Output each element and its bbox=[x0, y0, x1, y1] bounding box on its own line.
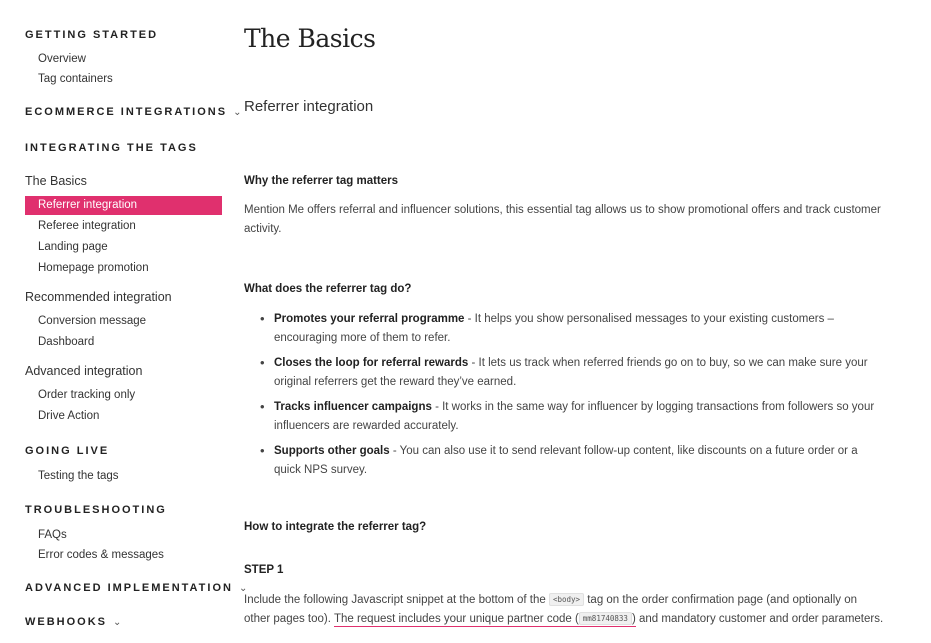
sidebar-item-landing-page[interactable]: Landing page bbox=[38, 241, 108, 253]
section-advanced-implementation[interactable] bbox=[25, 582, 247, 594]
sidebar-item-dashboard[interactable]: Dashboard bbox=[38, 336, 95, 348]
section-webhooks[interactable] bbox=[25, 616, 121, 628]
list-item bbox=[258, 354, 878, 391]
bullet-icon: • bbox=[260, 355, 265, 370]
sidebar-item-faqs[interactable]: FAQs bbox=[38, 529, 67, 541]
sidebar-group-advanced-integration[interactable]: Advanced integration bbox=[25, 364, 143, 378]
sidebar-group-recommended-integration[interactable]: Recommended integration bbox=[25, 290, 172, 304]
why-paragraph: Mention Me offers referral and influencer solutions, this essential tag allows us to show promotional offers and track customer activity. bbox=[244, 204, 881, 235]
step-text: and mandatory customer and order parameters. bbox=[635, 612, 884, 625]
sidebar-item-testing-the-tags[interactable]: Testing the tags bbox=[38, 470, 119, 482]
section-label: ADVANCED IMPLEMENTATION bbox=[25, 582, 233, 594]
sidebar-item-conversion-message[interactable]: Conversion message bbox=[38, 315, 147, 327]
feature-list bbox=[258, 310, 878, 486]
section-integrating-the-tags[interactable]: INTEGRATING THE TAGS bbox=[25, 142, 198, 154]
list-item bbox=[258, 398, 878, 435]
what-heading: What does the referrer tag do? bbox=[244, 283, 412, 295]
step-1-heading: STEP 1 bbox=[244, 564, 284, 576]
list-item-text: - You can also use it to send relevant follow-up content, like discounts on a future order or a quick NPS survey. bbox=[274, 445, 858, 476]
sidebar-item-referrer-integration[interactable]: Referrer integration bbox=[25, 196, 222, 215]
step-text: The request includes your unique partner code ( bbox=[333, 612, 579, 625]
list-item-title: Closes the loop for referral rewards bbox=[274, 357, 469, 369]
sidebar-item-tag-containers[interactable]: Tag containers bbox=[38, 73, 113, 85]
list-item-text: - It lets us track when referred friends go on to buy, so we can make sure your original referrers get the reward they’ve earned. bbox=[274, 357, 868, 388]
partner-code: mm81740833 bbox=[579, 612, 632, 625]
section-label: WEBHOOKS bbox=[25, 616, 107, 628]
step-text: ) bbox=[631, 612, 636, 625]
section-ecommerce-integrations[interactable] bbox=[25, 106, 241, 118]
list-item-title: Tracks influencer campaigns bbox=[274, 401, 432, 413]
partner-code-note bbox=[334, 613, 636, 627]
section-going-live[interactable]: GOING LIVE bbox=[25, 445, 110, 457]
section-label: ECOMMERCE INTEGRATIONS bbox=[25, 106, 228, 118]
how-heading: How to integrate the referrer tag? bbox=[244, 521, 427, 533]
step-1-paragraph bbox=[244, 591, 884, 628]
bullet-icon: • bbox=[260, 399, 265, 414]
section-getting-started[interactable]: GETTING STARTED bbox=[25, 29, 159, 41]
sidebar-nav bbox=[0, 0, 248, 643]
body-tag-code: <body> bbox=[549, 593, 584, 606]
sidebar-item-overview[interactable]: Overview bbox=[38, 53, 86, 65]
why-heading: Why the referrer tag matters bbox=[244, 175, 399, 187]
sidebar-item-order-tracking-only[interactable]: Order tracking only bbox=[38, 389, 136, 401]
sidebar-item-homepage-promotion[interactable]: Homepage promotion bbox=[38, 262, 149, 274]
step-text: Include the following Javascript snippet at the bottom of the bbox=[244, 594, 549, 606]
chevron-down-icon: ⌄ bbox=[113, 617, 122, 628]
sidebar-item-error-codes[interactable]: Error codes & messages bbox=[38, 549, 164, 561]
list-item-title: Promotes your referral programme bbox=[274, 313, 465, 325]
chevron-down-icon: ⌄ bbox=[238, 583, 248, 594]
sidebar-item-drive-action[interactable]: Drive Action bbox=[38, 410, 100, 422]
bullet-icon: • bbox=[260, 311, 265, 326]
list-item bbox=[258, 310, 878, 347]
chevron-down-icon: ⌄ bbox=[233, 107, 242, 118]
step-text: tag on the order confirmation page (and optionally on other pages too). bbox=[244, 594, 858, 625]
list-item-title: Supports other goals bbox=[274, 445, 390, 457]
bullet-icon: • bbox=[260, 443, 265, 458]
sidebar-item-referee-integration[interactable]: Referee integration bbox=[38, 220, 136, 232]
list-item bbox=[258, 442, 878, 479]
sidebar-group-the-basics[interactable]: The Basics bbox=[25, 174, 87, 188]
list-item-text: - It works in the same way for influencer by logging transactions from followers so your influencers are rewarded accurately. bbox=[274, 401, 875, 432]
page-subtitle: Referrer integration bbox=[244, 98, 374, 115]
section-troubleshooting[interactable]: TROUBLESHOOTING bbox=[25, 504, 167, 516]
page-title: The Basics bbox=[244, 24, 376, 53]
list-item-text: - It helps you show personalised messages to your existing customers – encouraging more of them to refer. bbox=[274, 313, 834, 344]
